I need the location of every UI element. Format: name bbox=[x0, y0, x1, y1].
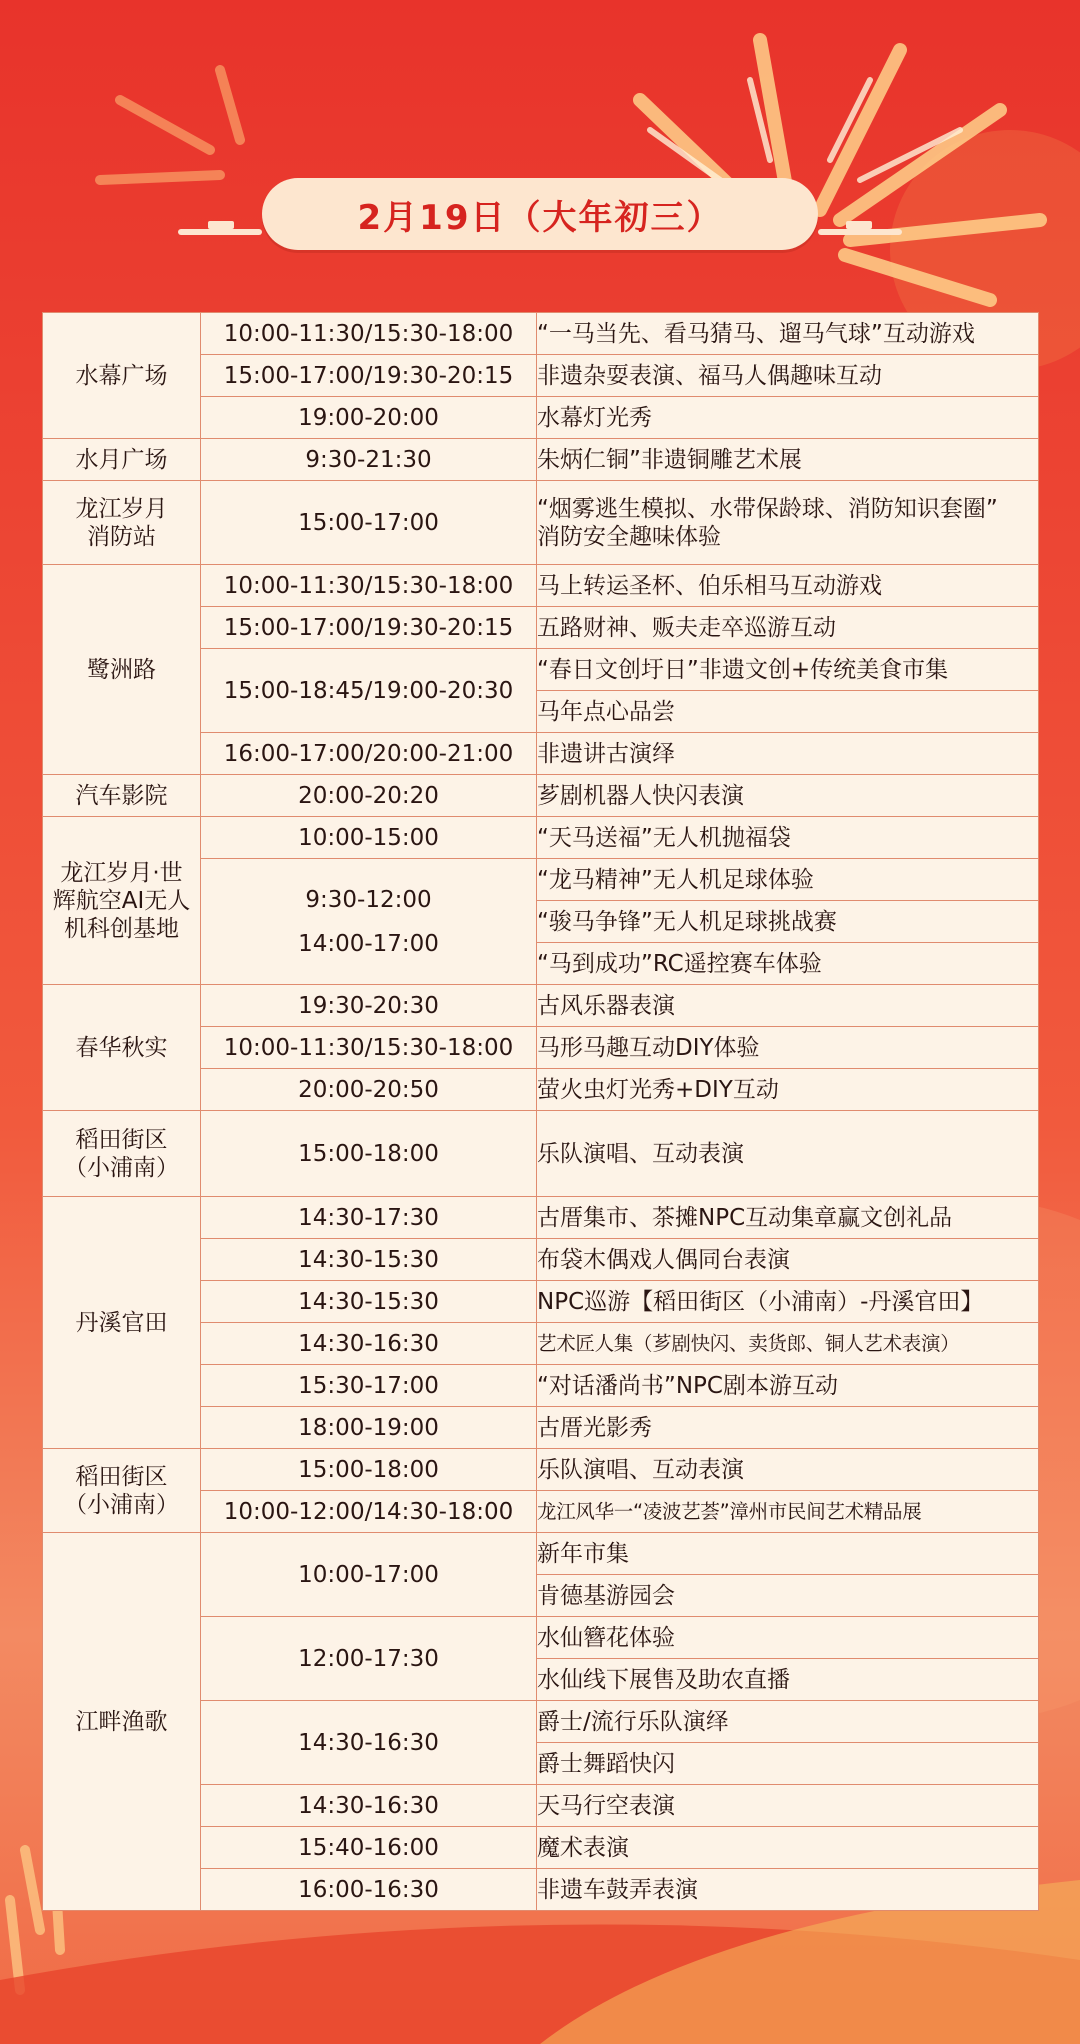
venue-cell: 江畔渔歌 bbox=[43, 1533, 201, 1911]
activity-cell: 马上转运圣杯、伯乐相马互动游戏 bbox=[537, 565, 1039, 607]
activity-cell: 芗剧机器人快闪表演 bbox=[537, 775, 1039, 817]
activity-cell: NPC巡游【稻田街区（小浦南）-丹溪官田】 bbox=[537, 1281, 1039, 1323]
activity-cell: 非遗车鼓弄表演 bbox=[537, 1869, 1039, 1911]
venue-line: 消防站 bbox=[87, 523, 156, 550]
activity-cell: 乐队演唱、互动表演 bbox=[537, 1449, 1039, 1491]
time-cell: 18:00-19:00 bbox=[201, 1407, 537, 1449]
time-cell: 15:00-18:00 bbox=[201, 1449, 537, 1491]
time-cell: 15:40-16:00 bbox=[201, 1827, 537, 1869]
activity-cell: 五路财神、贩夫走卒巡游互动 bbox=[537, 607, 1039, 649]
venue-line: 龙江岁月 bbox=[75, 495, 168, 522]
time-cell: 10:00-11:30/15:30-18:00 bbox=[201, 565, 537, 607]
time-cell: 15:00-18:00 bbox=[201, 1111, 537, 1197]
table-row bbox=[43, 313, 1039, 355]
time-line: 9:30-12:00 bbox=[305, 886, 432, 913]
table-row bbox=[43, 439, 1039, 481]
activity-cell: 古厝集市、茶摊NPC互动集章赢文创礼品 bbox=[537, 1197, 1039, 1239]
table-row bbox=[43, 817, 1039, 859]
time-cell: 15:00-17:00/19:30-20:15 bbox=[201, 607, 537, 649]
venue-cell bbox=[43, 481, 201, 565]
activity-line: “烟雾逃生模拟、水带保龄球、消防知识套圈” bbox=[537, 495, 998, 522]
activity-cell: 非遗杂耍表演、福马人偶趣味互动 bbox=[537, 355, 1039, 397]
table-row bbox=[43, 1533, 1039, 1575]
venue-line: （小浦南） bbox=[64, 1491, 179, 1518]
activity-cell: 艺术匠人集（芗剧快闪、卖货郎、铜人艺术表演） bbox=[537, 1323, 1039, 1365]
table-row bbox=[43, 481, 1039, 565]
venue-cell bbox=[43, 1111, 201, 1197]
venue-cell bbox=[43, 1449, 201, 1533]
time-cell: 14:30-16:30 bbox=[201, 1323, 537, 1365]
time-cell: 14:30-15:30 bbox=[201, 1281, 537, 1323]
time-cell: 10:00-11:30/15:30-18:00 bbox=[201, 313, 537, 355]
activity-cell: 古厝光影秀 bbox=[537, 1407, 1039, 1449]
time-cell: 15:00-18:45/19:00-20:30 bbox=[201, 649, 537, 733]
activity-line: 消防安全趣味体验 bbox=[537, 523, 721, 550]
time-line: 14:00-17:00 bbox=[298, 930, 439, 957]
venue-cell: 汽车影院 bbox=[43, 775, 201, 817]
schedule-table bbox=[42, 312, 1039, 1911]
table-row bbox=[43, 1197, 1039, 1239]
venue-line: 稻田街区 bbox=[75, 1126, 168, 1153]
activity-cell: 马年点心品尝 bbox=[537, 691, 1039, 733]
activity-cell: 天马行空表演 bbox=[537, 1785, 1039, 1827]
time-cell: 19:30-20:30 bbox=[201, 985, 537, 1027]
time-cell: 15:30-17:00 bbox=[201, 1365, 537, 1407]
venue-cell: 丹溪官田 bbox=[43, 1197, 201, 1449]
activity-cell: 爵士舞蹈快闪 bbox=[537, 1743, 1039, 1785]
time-cell: 15:00-17:00 bbox=[201, 481, 537, 565]
venue-cell: 鹭洲路 bbox=[43, 565, 201, 775]
right-ornament-icon bbox=[818, 215, 902, 245]
activity-cell: “一马当先、看马猜马、遛马气球”互动游戏 bbox=[537, 313, 1039, 355]
time-cell: 9:30-21:30 bbox=[201, 439, 537, 481]
table-row bbox=[43, 985, 1039, 1027]
time-cell: 15:00-17:00/19:30-20:15 bbox=[201, 355, 537, 397]
time-cell: 16:00-16:30 bbox=[201, 1869, 537, 1911]
venue-line: 稻田街区 bbox=[75, 1463, 168, 1490]
venue-cell bbox=[43, 817, 201, 985]
venue-cell: 水幕广场 bbox=[43, 313, 201, 439]
venue-cell: 水月广场 bbox=[43, 439, 201, 481]
date-title-pill bbox=[262, 178, 818, 250]
time-cell: 12:00-17:30 bbox=[201, 1617, 537, 1701]
activity-cell: “对话潘尚书”NPC剧本游互动 bbox=[537, 1365, 1039, 1407]
activity-cell: 水幕灯光秀 bbox=[537, 397, 1039, 439]
table-row bbox=[43, 1111, 1039, 1197]
time-cell: 19:00-20:00 bbox=[201, 397, 537, 439]
activity-cell: “骏马争锋”无人机足球挑战赛 bbox=[537, 901, 1039, 943]
activity-cell: 水仙线下展售及助农直播 bbox=[537, 1659, 1039, 1701]
activity-cell: 非遗讲古演绎 bbox=[537, 733, 1039, 775]
time-cell bbox=[201, 859, 537, 985]
time-cell: 14:30-15:30 bbox=[201, 1239, 537, 1281]
activity-cell: 肯德基游园会 bbox=[537, 1575, 1039, 1617]
table-row bbox=[43, 1449, 1039, 1491]
activity-cell: 新年市集 bbox=[537, 1533, 1039, 1575]
time-cell: 10:00-15:00 bbox=[201, 817, 537, 859]
venue-cell: 春华秋实 bbox=[43, 985, 201, 1111]
left-ornament-icon bbox=[178, 215, 262, 245]
activity-cell: 爵士/流行乐队演绎 bbox=[537, 1701, 1039, 1743]
page-title: 2月19日（大年初三） bbox=[357, 197, 723, 238]
time-cell: 10:00-12:00/14:30-18:00 bbox=[201, 1491, 537, 1533]
activity-cell: “马到成功”RC遥控赛车体验 bbox=[537, 943, 1039, 985]
activity-cell: 萤火虫灯光秀+DIY互动 bbox=[537, 1069, 1039, 1111]
time-cell: 10:00-17:00 bbox=[201, 1533, 537, 1617]
activity-cell: 水仙簪花体验 bbox=[537, 1617, 1039, 1659]
time-cell: 20:00-20:50 bbox=[201, 1069, 537, 1111]
time-cell: 20:00-20:20 bbox=[201, 775, 537, 817]
activity-cell: “龙马精神”无人机足球体验 bbox=[537, 859, 1039, 901]
activity-cell: “天马送福”无人机抛福袋 bbox=[537, 817, 1039, 859]
venue-line: 辉航空AI无人 bbox=[52, 887, 191, 914]
venue-line: 龙江岁月·世 bbox=[60, 859, 183, 886]
activity-cell: 马形马趣互动DIY体验 bbox=[537, 1027, 1039, 1069]
activity-cell: 布袋木偶戏人偶同台表演 bbox=[537, 1239, 1039, 1281]
venue-line: 机科创基地 bbox=[64, 915, 179, 942]
time-cell: 14:30-17:30 bbox=[201, 1197, 537, 1239]
time-cell: 14:30-16:30 bbox=[201, 1785, 537, 1827]
table-row bbox=[43, 775, 1039, 817]
activity-cell: 朱炳仁铜”非遗铜雕艺术展 bbox=[537, 439, 1039, 481]
time-cell: 14:30-16:30 bbox=[201, 1701, 537, 1785]
activity-cell: 古风乐器表演 bbox=[537, 985, 1039, 1027]
venue-line: （小浦南） bbox=[64, 1154, 179, 1181]
activity-cell: 乐队演唱、互动表演 bbox=[537, 1111, 1039, 1197]
time-cell: 16:00-17:00/20:00-21:00 bbox=[201, 733, 537, 775]
table-row bbox=[43, 565, 1039, 607]
activity-cell: 魔术表演 bbox=[537, 1827, 1039, 1869]
time-cell: 10:00-11:30/15:30-18:00 bbox=[201, 1027, 537, 1069]
activity-cell: “春日文创圩日”非遗文创+传统美食市集 bbox=[537, 649, 1039, 691]
activity-cell: 龙江风华一“凌波艺荟”漳州市民间艺术精品展 bbox=[537, 1491, 1039, 1533]
activity-cell bbox=[537, 481, 1039, 565]
